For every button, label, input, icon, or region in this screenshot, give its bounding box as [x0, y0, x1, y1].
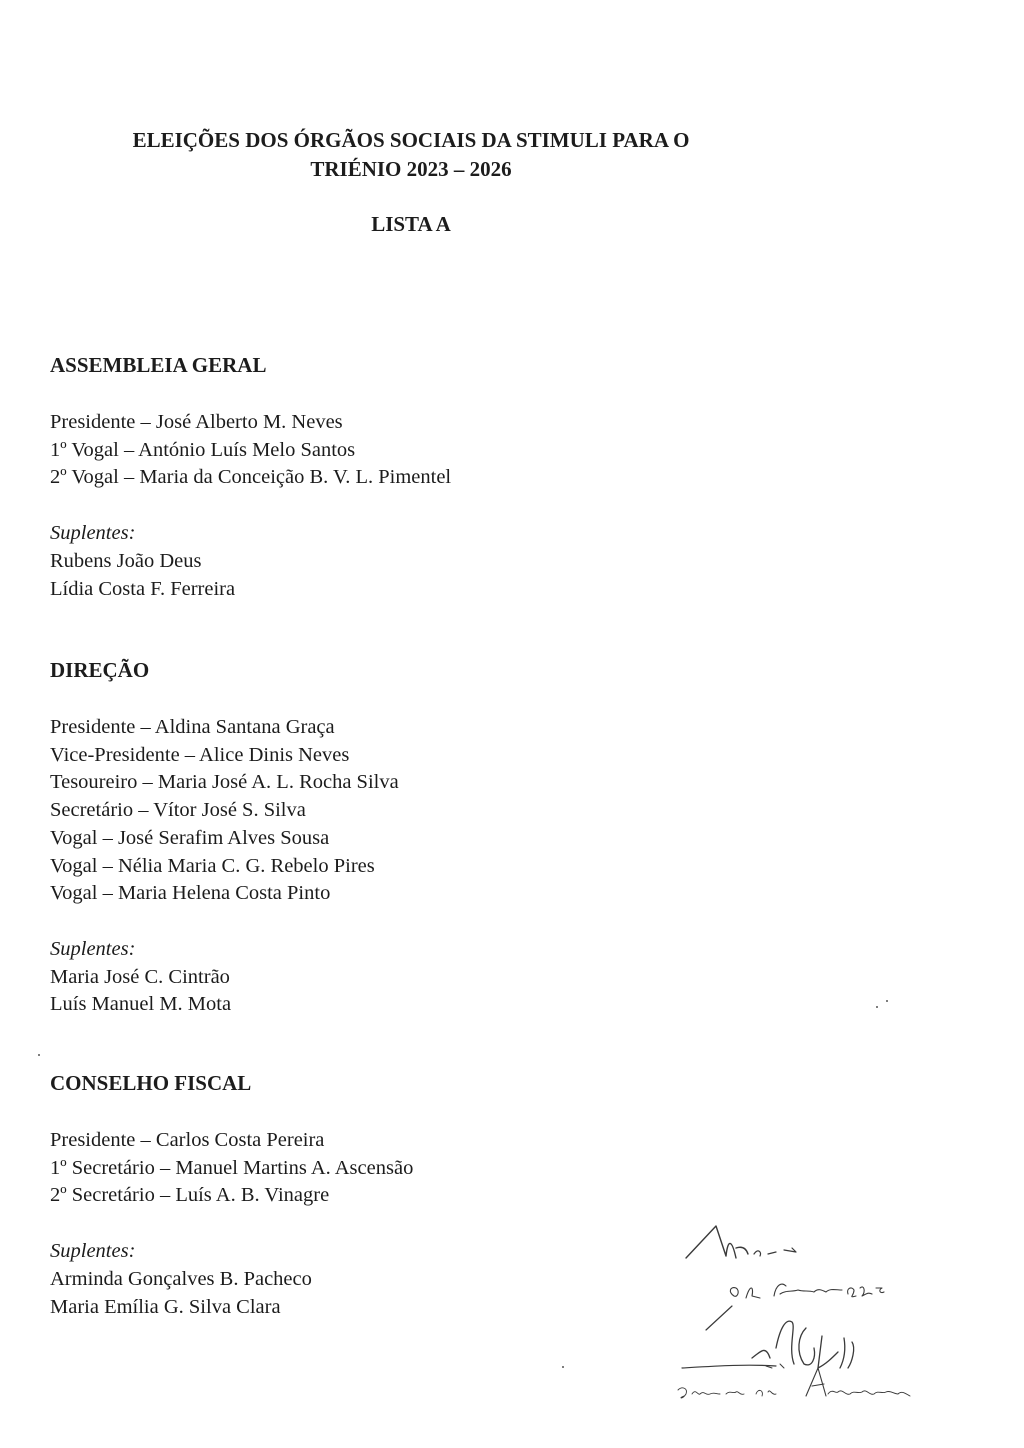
member-line: 1º Vogal – António Luís Melo Santos: [50, 438, 356, 461]
alternate-line: Maria Emília G. Silva Clara: [50, 1295, 281, 1318]
member-line: Presidente – José Alberto M. Neves: [50, 411, 343, 433]
member-line: 2º Vogal – Maria da Conceição B. V. L. Pimentel: [50, 466, 452, 489]
handwritten-signature: [676, 1218, 926, 1418]
list-label: LISTA A: [371, 212, 451, 236]
scan-speck: [876, 1006, 878, 1008]
member-line: Tesoureiro – Maria José A. L. Rocha Silva: [50, 771, 399, 794]
signature-strokes: [678, 1226, 910, 1398]
document-title: [0, 126, 822, 184]
member-line: Vogal – Maria Helena Costa Pinto: [50, 882, 331, 905]
member-line: Vogal – Nélia Maria C. G. Rebelo Pires: [50, 854, 375, 877]
member-line: 1º Secretário – Manuel Martins A. Ascensão: [50, 1156, 414, 1179]
title-line-1: ELEIÇÕES DOS ÓRGÃOS SOCIAIS DA STIMULI PARA O: [132, 128, 690, 152]
alternates-label: Suplentes:: [50, 1240, 136, 1263]
section-direcao: [50, 656, 690, 1019]
alternate-line: Luís Manuel M. Mota: [50, 993, 232, 1016]
member-line: Vice-Presidente – Alice Dinis Neves: [50, 743, 350, 766]
alternates-label: Suplentes:: [50, 937, 136, 960]
member-line: Presidente – Carlos Costa Pereira: [50, 1129, 325, 1151]
title-line-2: TRIÉNIO 2023 – 2026: [310, 157, 512, 181]
alternates-label: Suplentes:: [50, 522, 136, 545]
member-line: 2º Secretário – Luís A. B. Vinagre: [50, 1184, 330, 1207]
section-heading: CONSELHO FISCAL: [50, 1071, 252, 1095]
section-conselho-fiscal: [50, 1069, 690, 1321]
alternate-line: Lídia Costa F. Ferreira: [50, 577, 236, 600]
alternate-line: Maria José C. Cintrão: [50, 965, 230, 988]
section-assembleia-geral: [50, 351, 690, 603]
scan-speck: [38, 1054, 40, 1056]
member-line: Presidente – Aldina Santana Graça: [50, 716, 335, 738]
scan-speck: [886, 1000, 888, 1002]
member-line: Vogal – José Serafim Alves Sousa: [50, 826, 330, 849]
scan-speck: [562, 1366, 564, 1368]
member-line: Secretário – Vítor José S. Silva: [50, 799, 306, 822]
section-heading: ASSEMBLEIA GERAL: [50, 353, 267, 377]
section-heading: DIREÇÃO: [50, 658, 150, 682]
alternate-line: Arminda Gonçalves B. Pacheco: [50, 1267, 312, 1290]
alternate-line: Rubens João Deus: [50, 549, 202, 572]
